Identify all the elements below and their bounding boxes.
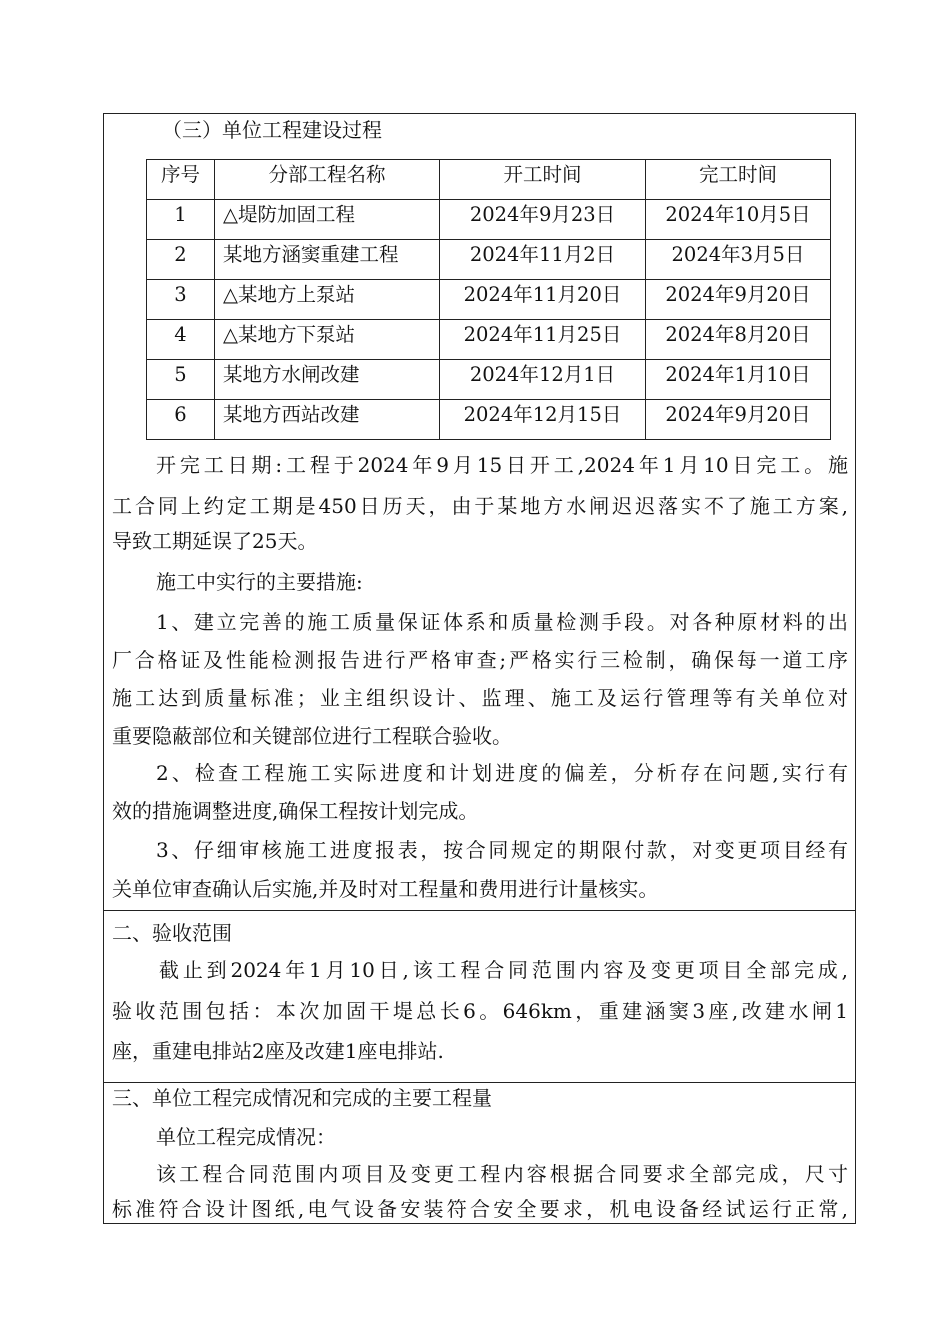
row-end: 2024年8月20日 <box>646 320 831 360</box>
row-name: △某地方上泵站 <box>215 280 440 320</box>
row-name: 某地方西站改建 <box>215 400 440 440</box>
completion-subheading: 单位工程完成情况： <box>156 1125 336 1149</box>
header-cell: 开工时间 <box>440 160 646 200</box>
completion-line: 标准符合设计图纸,电气设备安装符合安全要求，机电设备经试运行正常, <box>112 1197 848 1221</box>
section-3-heading: （三）单位工程建设过程 <box>162 118 382 142</box>
row-start: 2024年12月1日 <box>440 360 646 400</box>
row-index: 4 <box>147 320 215 360</box>
row-index: 5 <box>147 360 215 400</box>
row-index: 1 <box>147 200 215 240</box>
row-end: 2024年10月5日 <box>646 200 831 240</box>
table-row <box>147 320 831 360</box>
table-row <box>147 200 831 240</box>
row-index: 2 <box>147 240 215 280</box>
measure-3-line: 关单位审查确认后实施,并及时对工程量和费用进行计量核实。 <box>112 877 659 901</box>
form-outer-frame <box>103 113 856 1224</box>
row-start: 2024年12月15日 <box>440 400 646 440</box>
scope-line: 截止到2024年1月10日,该工程合同范围内容及变更项目全部完成, <box>159 958 848 982</box>
scope-line: 验收范围包括：本次加固干堤总长6。646km，重建涵窦3座,改建水闸1 <box>112 999 848 1023</box>
row-start: 2024年11月25日 <box>440 320 646 360</box>
section-divider <box>104 910 855 911</box>
section-divider <box>104 1082 855 1083</box>
parts-table <box>146 159 831 440</box>
row-name: 某地方涵窦重建工程 <box>215 240 440 280</box>
row-end: 2024年9月20日 <box>646 400 831 440</box>
table-row <box>147 400 831 440</box>
row-index: 6 <box>147 400 215 440</box>
schedule-line: 工合同上约定工期是450日历天，由于某地方水闸迟迟落实不了施工方案, <box>112 494 848 518</box>
row-name: △某地方下泵站 <box>215 320 440 360</box>
header-cell: 完工时间 <box>646 160 831 200</box>
table-row <box>147 240 831 280</box>
header-cell: 分部工程名称 <box>215 160 440 200</box>
measures-heading: 施工中实行的主要措施: <box>156 570 363 594</box>
completion-line: 该工程合同范围内项目及变更工程内容根据合同要求全部完成，尺寸 <box>156 1162 848 1186</box>
header-cell: 序号 <box>147 160 215 200</box>
measure-1-line: 重要隐蔽部位和关键部位进行工程联合验收。 <box>112 724 512 748</box>
completion-heading: 三、单位工程完成情况和完成的主要工程量 <box>112 1086 492 1110</box>
table-row <box>147 360 831 400</box>
table-row <box>147 280 831 320</box>
row-start: 2024年11月20日 <box>440 280 646 320</box>
row-name: △堤防加固工程 <box>215 200 440 240</box>
measure-1-line: 施工达到质量标准；业主组织设计、监理、施工及运行管理等有关单位对 <box>112 686 848 710</box>
measure-2-line: 效的措施调整进度,确保工程按计划完成。 <box>112 799 479 823</box>
measure-1-line: 厂合格证及性能检测报告进行严格审查;严格实行三检制，确保每一道工序 <box>112 648 848 672</box>
measure-3-line: 3、仔细审核施工进度报表，按合同规定的期限付款，对变更项目经有 <box>156 838 848 862</box>
scope-heading: 二、验收范围 <box>112 921 232 945</box>
measure-1-line: 1、建立完善的施工质量保证体系和质量检测手段。对各种原材料的出 <box>156 610 848 634</box>
row-name: 某地方水闸改建 <box>215 360 440 400</box>
schedule-line: 导致工期延误了25天。 <box>112 529 318 553</box>
scope-line: 座，重建电排站2座及改建1座电排站. <box>112 1039 444 1063</box>
schedule-line: 开完工日期:工程于2024年9月15日开工,2024年1月10日完工。施 <box>156 453 848 477</box>
measure-2-line: 2、检查工程施工实际进度和计划进度的偏差，分析存在问题,实行有 <box>156 761 848 785</box>
row-end: 2024年9月20日 <box>646 280 831 320</box>
row-index: 3 <box>147 280 215 320</box>
row-end: 2024年1月10日 <box>646 360 831 400</box>
row-start: 2024年11月2日 <box>440 240 646 280</box>
table-header-row <box>147 160 831 200</box>
row-start: 2024年9月23日 <box>440 200 646 240</box>
row-end: 2024年3月5日 <box>646 240 831 280</box>
